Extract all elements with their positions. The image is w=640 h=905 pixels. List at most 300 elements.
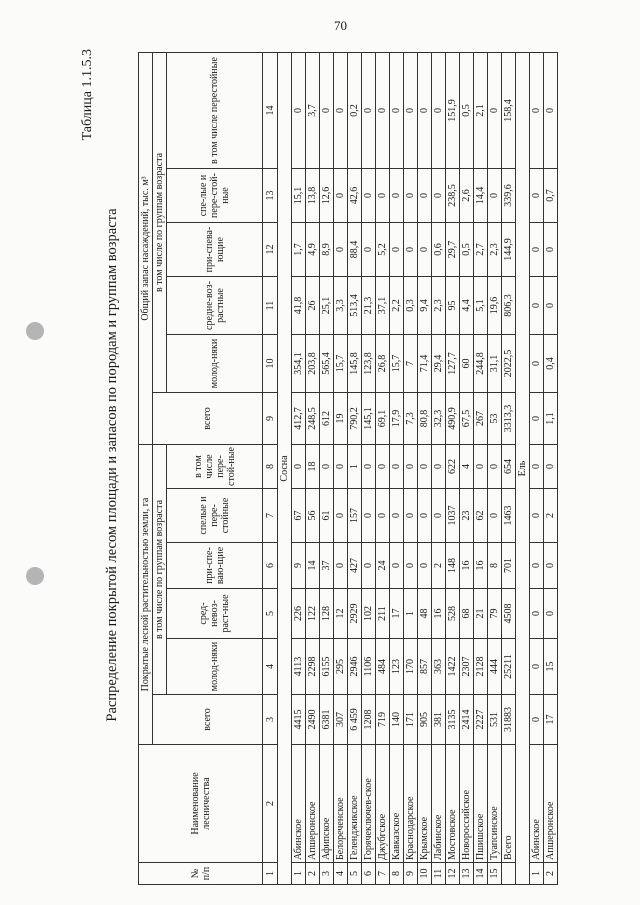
- table-cell: 25,1: [320, 277, 334, 335]
- table-row: [488, 53, 502, 885]
- table-cell: 0: [376, 53, 390, 169]
- table-cell: 13: [460, 863, 474, 885]
- table-cell: 0: [418, 445, 432, 489]
- header-area-mature: спелые и пере-стойные: [167, 489, 263, 543]
- table-cell: Джубгское: [376, 745, 390, 863]
- table-cell: 0: [530, 223, 544, 277]
- column-index-cell: 1: [263, 863, 278, 885]
- table-cell: 719: [376, 695, 390, 745]
- table-cell: 13,8: [306, 169, 320, 223]
- table-cell: 0,6: [432, 223, 446, 277]
- species-row-pine: [278, 53, 292, 885]
- table-cell: 2: [544, 489, 558, 543]
- table-cell: 16: [432, 589, 446, 639]
- table-cell: 15: [544, 639, 558, 695]
- table-cell: 0: [362, 489, 376, 543]
- header-num: № п/п: [139, 863, 263, 885]
- table-cell: 3,7: [306, 53, 320, 169]
- page-number: 70: [334, 18, 347, 33]
- header-stock-by-age: в том числе по группам возраста: [153, 53, 167, 393]
- species-label-pine: Сосна: [278, 53, 292, 885]
- table-cell: Апшеронское: [306, 745, 320, 863]
- table-cell: 0: [362, 445, 376, 489]
- table-cell: 17: [544, 695, 558, 745]
- table-cell: 0: [530, 445, 544, 489]
- table-cell: 1: [530, 863, 544, 885]
- table-cell: 2307: [460, 639, 474, 695]
- table-cell: 67,5: [460, 393, 474, 445]
- table-cell: 69,1: [376, 393, 390, 445]
- table-row: [474, 53, 488, 885]
- table-cell: 0: [404, 445, 418, 489]
- table-cell: 0: [320, 445, 334, 489]
- header-name: Наименование лесничества: [139, 745, 263, 863]
- table-cell: 412,7: [292, 393, 306, 445]
- table-cell: 0: [362, 223, 376, 277]
- table-cell: 0: [334, 169, 348, 223]
- table-cell: 0: [432, 169, 446, 223]
- table-cell: Апшеронское: [544, 745, 558, 863]
- table-cell: 0: [404, 543, 418, 589]
- table-cell: 0: [320, 53, 334, 169]
- table-cell: 528: [446, 589, 460, 639]
- table-cell: 1037: [446, 489, 460, 543]
- table-cell: 1: [292, 863, 306, 885]
- table-cell: 484: [376, 639, 390, 695]
- table-cell: 5: [348, 863, 362, 885]
- table-cell: 31883: [502, 695, 516, 745]
- table-cell: 53: [488, 393, 502, 445]
- table-cell: 905: [418, 695, 432, 745]
- table-cell: 0: [530, 393, 544, 445]
- table-cell: 4: [460, 445, 474, 489]
- table-cell: 2,6: [460, 169, 474, 223]
- table-cell: 16: [460, 543, 474, 589]
- table-cell: Абинское: [292, 745, 306, 863]
- column-index-cell: 12: [263, 223, 278, 277]
- table-cell: 5,1: [474, 277, 488, 335]
- table-cell: 2,7: [474, 223, 488, 277]
- table-cell: Пшишское: [474, 745, 488, 863]
- table-cell: 2946: [348, 639, 362, 695]
- table-cell: 806,3: [502, 277, 516, 335]
- table-cell: 244,8: [474, 335, 488, 393]
- table-cell: 56: [306, 489, 320, 543]
- table-cell: 95: [446, 277, 460, 335]
- table-cell: 7,3: [404, 393, 418, 445]
- table-cell: 612: [320, 393, 334, 445]
- table-cell: 2: [432, 543, 446, 589]
- column-index-cell: 10: [263, 335, 278, 393]
- table-cell: 6381: [320, 695, 334, 745]
- table-cell: 148: [446, 543, 460, 589]
- table-cell: 6155: [320, 639, 334, 695]
- table-cell: 0,3: [404, 277, 418, 335]
- table-cell: 21: [474, 589, 488, 639]
- table-cell: 3,3: [334, 277, 348, 335]
- table-cell: 79: [488, 589, 502, 639]
- table-cell: 29,4: [432, 335, 446, 393]
- column-index-cell: 3: [263, 695, 278, 745]
- table-caption: Распределение покрытой лесом площади и запасов по породам и группам возраста: [104, 208, 120, 722]
- table-cell: 2128: [474, 639, 488, 695]
- table-cell: 158,4: [502, 53, 516, 169]
- table-cell: 790,2: [348, 393, 362, 445]
- table-cell: 0: [530, 589, 544, 639]
- table-cell: 0: [432, 445, 446, 489]
- header-area-premature: при-спе-ваю-щие: [167, 543, 263, 589]
- table-cell: 0: [362, 169, 376, 223]
- header-stock-young: молод-няки: [167, 335, 263, 393]
- table-cell: 17,9: [390, 393, 404, 445]
- table-cell: 0: [362, 543, 376, 589]
- table-cell: 9: [404, 863, 418, 885]
- table-cell: 41,8: [292, 277, 306, 335]
- column-index-cell: 5: [263, 589, 278, 639]
- table-cell: 2022,5: [502, 335, 516, 393]
- column-index-cell: 2: [263, 745, 278, 863]
- header-stock-middle: средне-воз-растные: [167, 277, 263, 335]
- table-cell: 1: [404, 589, 418, 639]
- table-cell: 9: [292, 543, 306, 589]
- table-cell: 128: [320, 589, 334, 639]
- column-index-cell: 6: [263, 543, 278, 589]
- header-area-young: молод-няки: [167, 639, 263, 695]
- table-cell: 10: [418, 863, 432, 885]
- header-area-middle: сред-невоз-раст-ные: [167, 589, 263, 639]
- table-row: [460, 53, 474, 885]
- table-cell: 0,5: [460, 223, 474, 277]
- table-cell: 171: [404, 695, 418, 745]
- table-cell: 12: [334, 589, 348, 639]
- table-cell: 1208: [362, 695, 376, 745]
- table-cell: 0: [544, 543, 558, 589]
- header-stock-mature: спе-лые и пере-стой-ные: [167, 169, 263, 223]
- table-row: [432, 53, 446, 885]
- header-area-total: всего: [153, 695, 263, 745]
- table-cell: 0: [530, 169, 544, 223]
- table-cell: 14: [306, 543, 320, 589]
- table-cell: 0: [292, 445, 306, 489]
- table-cell: 42,6: [348, 169, 362, 223]
- table-label: Таблица 1.1.5.3: [80, 49, 95, 141]
- table-row: [376, 53, 390, 885]
- table-cell: 102: [362, 589, 376, 639]
- table-cell: 6: [362, 863, 376, 885]
- table-cell: 1: [348, 445, 362, 489]
- table-cell: 444: [488, 639, 502, 695]
- table-cell: 0: [432, 489, 446, 543]
- table-cell: 0: [488, 445, 502, 489]
- table-cell: 37,1: [376, 277, 390, 335]
- species-label-spruce: Ель: [516, 53, 530, 885]
- table-cell: 0: [488, 489, 502, 543]
- column-index-cell: 8: [263, 445, 278, 489]
- table-cell: 144,9: [502, 223, 516, 277]
- table-cell: 6 459: [348, 695, 362, 745]
- table-cell: 2,3: [432, 277, 446, 335]
- table-cell: 2227: [474, 695, 488, 745]
- table-cell: 26,8: [376, 335, 390, 393]
- table-cell: 2: [306, 863, 320, 885]
- table-cell: 68: [460, 589, 474, 639]
- table-cell: 7: [404, 335, 418, 393]
- table-cell: 0: [530, 639, 544, 695]
- table-cell: 29,7: [446, 223, 460, 277]
- table-cell: 0: [334, 543, 348, 589]
- table-cell: 0: [334, 445, 348, 489]
- table-cell: 0: [376, 489, 390, 543]
- table-cell: 123: [390, 639, 404, 695]
- table-cell: 3135: [446, 695, 460, 745]
- column-index-cell: 13: [263, 169, 278, 223]
- table-cell: Краснодарское: [404, 745, 418, 863]
- table-cell: 4508: [502, 589, 516, 639]
- table-cell: 2490: [306, 695, 320, 745]
- table-cell: 203,8: [306, 335, 320, 393]
- table-row: [320, 53, 334, 885]
- table-cell: 71,4: [418, 335, 432, 393]
- table-row: [544, 53, 558, 885]
- table-cell: 381: [432, 695, 446, 745]
- table-cell: 0: [362, 53, 376, 169]
- table-cell: 7: [376, 863, 390, 885]
- table-cell: 363: [432, 639, 446, 695]
- table-cell: 170: [404, 639, 418, 695]
- header-area-overmature: в том числе пере-стой-ные: [167, 445, 263, 489]
- table-cell: 0: [418, 53, 432, 169]
- header-stock-overmature: в том числе перестойные: [167, 53, 263, 169]
- table-row: [404, 53, 418, 885]
- table-cell: 12: [446, 863, 460, 885]
- table-cell: 21,3: [362, 277, 376, 335]
- table-cell: 80,8: [418, 393, 432, 445]
- table-cell: 88,4: [348, 223, 362, 277]
- table-cell: 354,1: [292, 335, 306, 393]
- table-cell: 15,7: [334, 335, 348, 393]
- rotated-page-content: [80, 45, 558, 885]
- table-cell: 0,5: [460, 53, 474, 169]
- table-cell: 1422: [446, 639, 460, 695]
- table-row: [362, 53, 376, 885]
- table-cell: 857: [418, 639, 432, 695]
- table-cell: 0: [544, 53, 558, 169]
- column-index-cell: 11: [263, 277, 278, 335]
- table-cell: 61: [320, 489, 334, 543]
- table-cell: 0: [530, 489, 544, 543]
- table-row: [502, 53, 516, 885]
- table-cell: 4: [334, 863, 348, 885]
- table-cell: Новороссийское: [460, 745, 474, 863]
- table-cell: 654: [502, 445, 516, 489]
- table-cell: 15,1: [292, 169, 306, 223]
- header-stock-group: Общий запас насаждений, тыс. м³: [139, 53, 153, 445]
- table-cell: 2,3: [488, 223, 502, 277]
- table-cell: 0: [390, 169, 404, 223]
- table-cell: 122: [306, 589, 320, 639]
- table-cell: 0: [530, 53, 544, 169]
- table-cell: 0: [530, 695, 544, 745]
- table-cell: 226: [292, 589, 306, 639]
- table-row: [292, 53, 306, 885]
- table-cell: 0: [544, 589, 558, 639]
- table-cell: 0: [530, 277, 544, 335]
- table-cell: 0: [292, 53, 306, 169]
- table-row: [446, 53, 460, 885]
- punch-hole: [26, 567, 44, 585]
- table-cell: 62: [474, 489, 488, 543]
- header-stock-total: всего: [153, 393, 263, 445]
- table-cell: 14,4: [474, 169, 488, 223]
- table-cell: 151,9: [446, 53, 460, 169]
- table-cell: 67: [292, 489, 306, 543]
- column-index-cell: 7: [263, 489, 278, 543]
- table-cell: 211: [376, 589, 390, 639]
- table-cell: 1463: [502, 489, 516, 543]
- table-cell: 157: [348, 489, 362, 543]
- table-cell: 3313,3: [502, 393, 516, 445]
- table-cell: 0: [404, 53, 418, 169]
- table-cell: 0: [404, 489, 418, 543]
- table-cell: 0: [530, 543, 544, 589]
- table-cell: 0: [530, 335, 544, 393]
- table-cell: 145,8: [348, 335, 362, 393]
- table-cell: 48: [418, 589, 432, 639]
- table-cell: 3: [320, 863, 334, 885]
- forest-table: [138, 52, 558, 885]
- table-cell: 8: [390, 863, 404, 885]
- table-cell: 427: [348, 543, 362, 589]
- table-cell: 701: [502, 543, 516, 589]
- table-cell: 16: [474, 543, 488, 589]
- table-cell: 11: [432, 863, 446, 885]
- table-cell: 0: [474, 445, 488, 489]
- table-cell: 513,4: [348, 277, 362, 335]
- table-cell: 0: [488, 169, 502, 223]
- table-cell: Горячеключев-ское: [362, 745, 376, 863]
- table-cell: 0: [334, 223, 348, 277]
- header-area-by-age: в том числе по группам возраста: [153, 445, 167, 695]
- table-cell: 37: [320, 543, 334, 589]
- punch-hole: [26, 322, 44, 340]
- table-cell: 2,1: [474, 53, 488, 169]
- table-cell: 0: [418, 543, 432, 589]
- table-cell: Абинское: [530, 745, 544, 863]
- table-cell: 60: [460, 335, 474, 393]
- table-cell: [502, 863, 516, 885]
- table-cell: 2414: [460, 695, 474, 745]
- table-cell: 25211: [502, 639, 516, 695]
- table-cell: 267: [474, 393, 488, 445]
- table-cell: 1106: [362, 639, 376, 695]
- table-cell: 0: [544, 277, 558, 335]
- table-cell: 0: [544, 445, 558, 489]
- table-cell: 19,6: [488, 277, 502, 335]
- table-cell: Туапсинское: [488, 745, 502, 863]
- table-cell: 2: [544, 863, 558, 885]
- table-cell: 1,7: [292, 223, 306, 277]
- table-row: [306, 53, 320, 885]
- table-cell: 2929: [348, 589, 362, 639]
- table-cell: 0: [390, 223, 404, 277]
- table-cell: 145,1: [362, 393, 376, 445]
- table-cell: 0: [390, 543, 404, 589]
- table-cell: 4415: [292, 695, 306, 745]
- table-cell: 0: [390, 489, 404, 543]
- table-cell: 8,9: [320, 223, 334, 277]
- table-cell: 127,7: [446, 335, 460, 393]
- table-cell: 339,6: [502, 169, 516, 223]
- table-cell: 15: [488, 863, 502, 885]
- table-cell: 5,2: [376, 223, 390, 277]
- table-cell: 531: [488, 695, 502, 745]
- table-cell: 0: [418, 489, 432, 543]
- table-cell: 31,1: [488, 335, 502, 393]
- table-cell: Белореченское: [334, 745, 348, 863]
- table-cell: 24: [376, 543, 390, 589]
- table-cell: 8: [488, 543, 502, 589]
- table-cell: 0: [418, 169, 432, 223]
- header-area-group: Покрытые лесной растительностью земли, га: [139, 445, 153, 745]
- table-cell: 2,2: [390, 277, 404, 335]
- table-cell: 4,4: [460, 277, 474, 335]
- table-cell: 295: [334, 639, 348, 695]
- table-row: [530, 53, 544, 885]
- table-cell: 123,8: [362, 335, 376, 393]
- table-cell: Всего: [502, 745, 516, 863]
- column-index-row: [263, 53, 278, 885]
- table-cell: Крымское: [418, 745, 432, 863]
- table-cell: 0: [404, 223, 418, 277]
- column-index-cell: 14: [263, 53, 278, 169]
- table-cell: 0: [418, 223, 432, 277]
- table-row: [348, 53, 362, 885]
- table-cell: 0: [488, 53, 502, 169]
- table-cell: 0: [404, 169, 418, 223]
- table-cell: 17: [390, 589, 404, 639]
- table-cell: 19: [334, 393, 348, 445]
- table-cell: 0: [376, 445, 390, 489]
- table-cell: Лабинское: [432, 745, 446, 863]
- table-cell: 9,4: [418, 277, 432, 335]
- column-index-cell: 9: [263, 393, 278, 445]
- table-cell: 26: [306, 277, 320, 335]
- table-cell: 0: [390, 53, 404, 169]
- table-cell: 565,4: [320, 335, 334, 393]
- table-cell: 18: [306, 445, 320, 489]
- table-cell: 0: [432, 53, 446, 169]
- table-cell: 140: [390, 695, 404, 745]
- table-cell: 0,2: [348, 53, 362, 169]
- table-cell: 0: [376, 169, 390, 223]
- table-cell: 0: [334, 53, 348, 169]
- table-cell: 2298: [306, 639, 320, 695]
- table-cell: 622: [446, 445, 460, 489]
- table-cell: 4113: [292, 639, 306, 695]
- table-row: [418, 53, 432, 885]
- table-cell: 0,4: [544, 335, 558, 393]
- table-cell: Мостовское: [446, 745, 460, 863]
- table-cell: 238,5: [446, 169, 460, 223]
- table-cell: 4,9: [306, 223, 320, 277]
- species-row-spruce: [516, 53, 530, 885]
- table-cell: 307: [334, 695, 348, 745]
- table-cell: 248,5: [306, 393, 320, 445]
- table-cell: 0: [544, 223, 558, 277]
- table-cell: 15,7: [390, 335, 404, 393]
- table-cell: Афипское: [320, 745, 334, 863]
- table-cell: 0,7: [544, 169, 558, 223]
